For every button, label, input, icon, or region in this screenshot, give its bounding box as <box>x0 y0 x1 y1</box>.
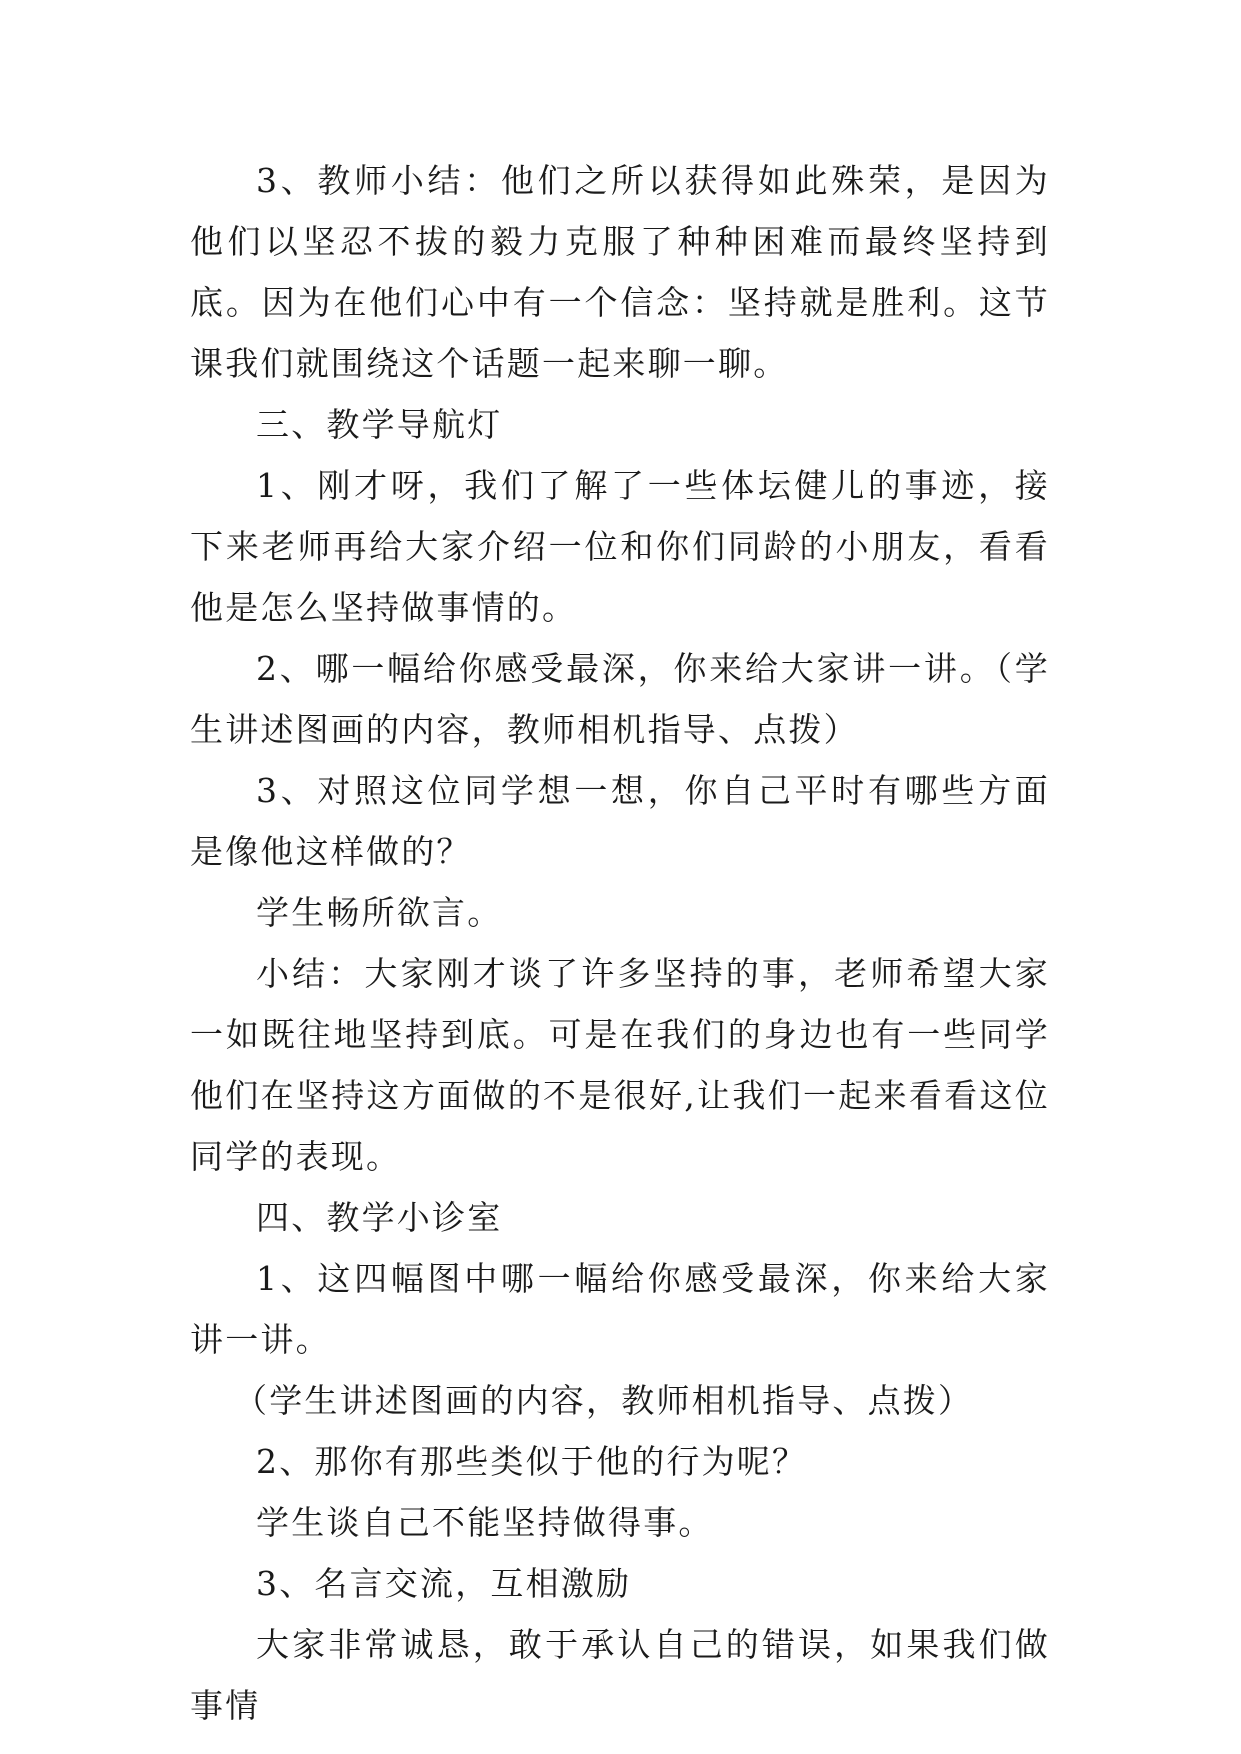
paragraph-students-speak: 学生畅所欲言。 <box>256 893 503 932</box>
paragraph-item-2: 2、哪一幅给你感受最深，你来给大家讲一讲。（学生讲述图画的内容，教师相机指导、点拨） <box>190 649 1050 749</box>
paragraph-teacher-summary: 3、教师小结：他们之所以获得如此殊荣，是因为他们以坚忍不拔的毅力克服了种种困难而最终坚持到底。因为在他们心中有一个信念：坚持就是胜利。这节课我们就围绕这个话题一起来聊一聊。 <box>190 161 1050 383</box>
paragraph-students-talk: 学生谈自己不能坚持做得事。 <box>256 1503 714 1542</box>
paragraph-clinic-note: （学生讲述图画的内容，教师相机指导、点拨） <box>234 1381 974 1420</box>
section-heading-navigation: 三、教学导航灯 <box>256 405 503 444</box>
paragraph-clinic-item-1: 1、这四幅图中哪一幅给你感受最深，你来给大家讲一讲。 <box>190 1259 1050 1359</box>
paragraph-clinic-item-2: 2、那你有那些类似于他的行为呢？ <box>256 1442 808 1481</box>
paragraph-item-3: 3、对照这位同学想一想，你自己平时有哪些方面是像他这样做的？ <box>190 771 1050 871</box>
section-heading-clinic: 四、教学小诊室 <box>256 1198 503 1237</box>
document-page <box>190 150 1050 1736</box>
paragraph-clinic-item-3: 3、名言交流，互相激励 <box>256 1564 632 1603</box>
paragraph-closing: 大家非常诚恳，敢于承认自己的错误，如果我们做事情 <box>190 1625 1050 1725</box>
paragraph-item-1: 1、刚才呀，我们了解了一些体坛健儿的事迹，接下来老师再给大家介绍一位和你们同龄的小朋友，看看他是怎么坚持做事情的。 <box>190 466 1050 627</box>
paragraph-summary: 小结：大家刚才谈了许多坚持的事，老师希望大家一如既往地坚持到底。可是在我们的身边也有一些同学他们在坚持这方面做的不是很好,让我们一起来看看这位同学的表现。 <box>190 954 1050 1176</box>
